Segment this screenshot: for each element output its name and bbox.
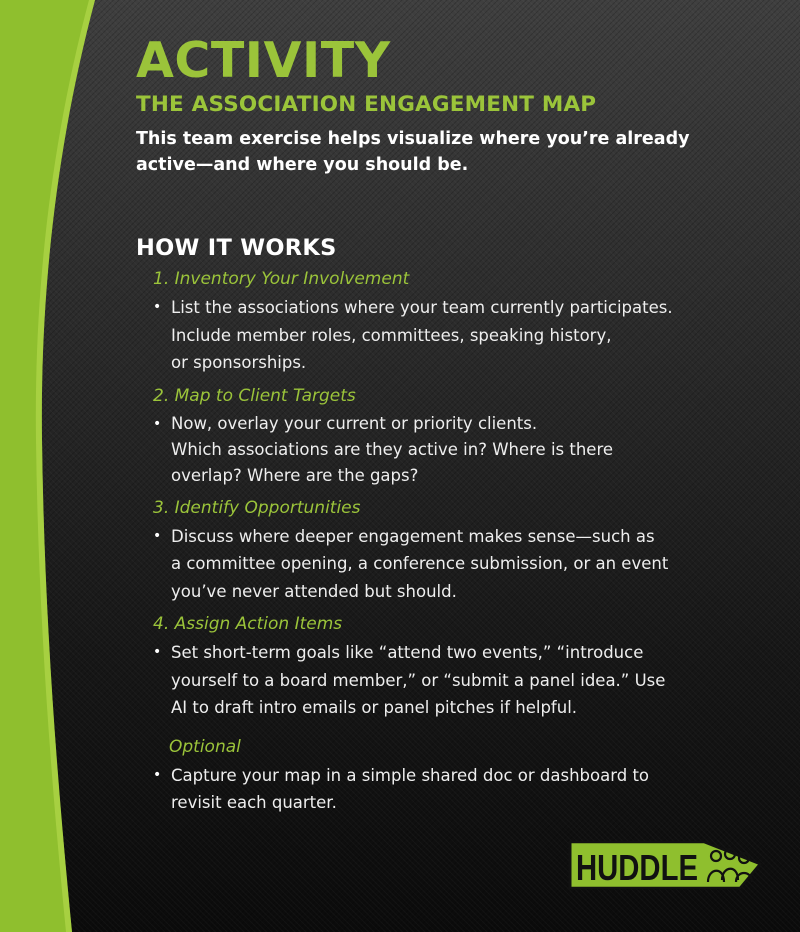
step-item xyxy=(136,385,756,489)
bullet-icon: • xyxy=(153,415,162,432)
step-line: revisit each quarter. xyxy=(171,793,337,812)
logo-text: HUDDLE xyxy=(576,847,698,888)
steps-list xyxy=(136,268,756,817)
bullet-icon: • xyxy=(153,299,162,315)
step-title: 3. Identify Opportunities xyxy=(153,497,361,518)
step-line: you’ve never attended but should. xyxy=(171,581,457,601)
step-item-optional xyxy=(136,736,756,817)
bullet-icon: • xyxy=(153,766,162,783)
section-heading: HOW IT WORKS xyxy=(136,235,337,261)
step-item xyxy=(136,497,756,606)
page-subtitle: THE ASSOCIATION ENGAGEMENT MAP xyxy=(136,92,597,117)
step-body xyxy=(136,523,761,606)
bullet-icon: • xyxy=(153,644,162,660)
step-line: List the associations where your team currently participates. xyxy=(171,298,673,317)
step-title: 2. Map to Client Targets xyxy=(153,385,356,406)
page-title: ACTIVITY xyxy=(136,32,391,89)
bullet-icon: • xyxy=(153,527,162,544)
step-line: Now, overlay your current or priority clients. xyxy=(171,413,538,433)
step-item xyxy=(136,268,756,377)
step-body xyxy=(136,294,761,377)
step-line: Discuss where deeper engagement makes sense—such as xyxy=(171,526,655,546)
step-item xyxy=(136,613,756,722)
step-line: or sponsorships. xyxy=(171,353,307,372)
step-title: Optional xyxy=(169,736,241,757)
step-line: a committee opening, a conference submission, or an event xyxy=(171,554,669,573)
main-content xyxy=(136,30,756,825)
step-body xyxy=(136,639,761,722)
step-title: 4. Assign Action Items xyxy=(153,614,343,634)
step-line: AI to draft intro emails or panel pitches if helpful. xyxy=(171,698,578,717)
intro-text: This team exercise helps visualize where you’re already active—and where you should be. xyxy=(136,129,690,175)
step-body xyxy=(136,411,761,489)
step-line: Set short-term goals like “attend two events,” “introduce xyxy=(171,643,644,662)
step-line: overlap? Where are the gaps? xyxy=(171,465,419,485)
green-side-wave xyxy=(0,0,140,932)
step-body xyxy=(136,762,761,817)
step-line: Include member roles, committees, speaking history, xyxy=(171,325,612,345)
step-line: Which associations are they active in? Where is there xyxy=(171,439,614,459)
step-line: yourself to a board member,” or “submit a panel idea.” Use xyxy=(171,670,666,690)
step-title: 1. Inventory Your Involvement xyxy=(153,269,410,289)
step-line: Capture your map in a simple shared doc or dashboard to xyxy=(171,765,650,785)
huddle-logo xyxy=(568,838,764,890)
